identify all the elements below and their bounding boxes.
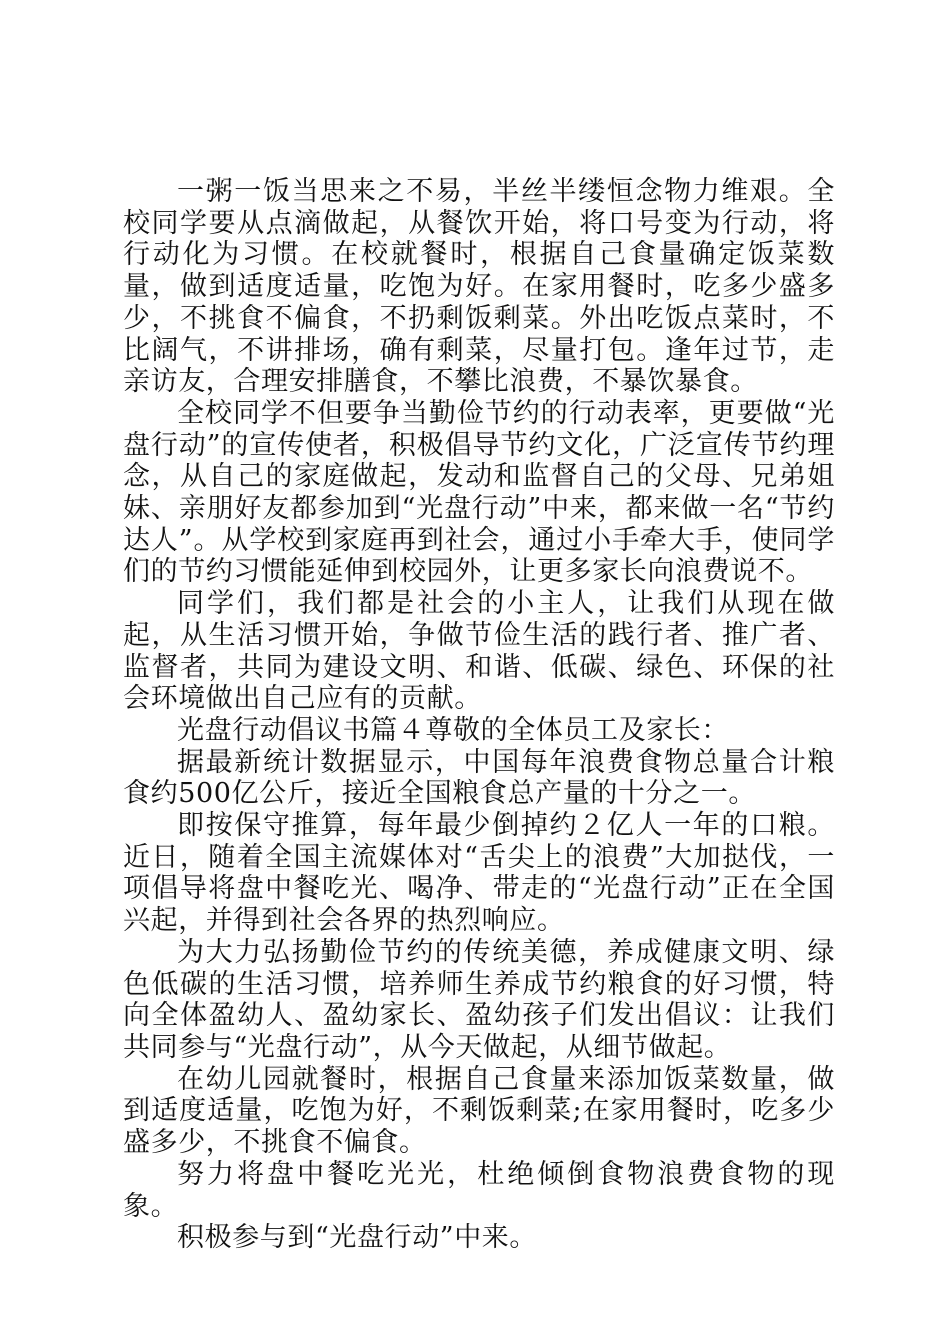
paragraph-6: 即按保守推算，每年最少倒掉约２亿人一年的口粮。近日，随着全国主流媒体对“舌尖上的浪费”大加挞伐，一项倡导将盘中餐吃光、喝净、带走的“光盘行动”正在全国兴起，并得到社会各界的热烈响应。 [123, 810, 835, 937]
paragraph-1: 一粥一饭当思来之不易，半丝半缕恒念物力维艰。全校同学要从点滴做起，从餐饮开始，将口号变为行动，将行动化为习惯。在校就餐时，根据自己食量确定饭菜数量，做到适度适量，吃饱为好。在家用餐时，吃多少盛多少，不挑食不偏食，不扔剩饭剩菜。外出吃饭点菜时，不比阔气，不讲排场，确有剩菜，尽量打包。逢年过节，走亲访友，合理安排膳食，不攀比浪费，不暴饮暴食。 [123, 176, 835, 398]
section-heading: 光盘行动倡议书篇４尊敬的全体员工及家长： [177, 714, 729, 746]
paragraph-3: 同学们，我们都是社会的小主人，让我们从现在做起，从生活习惯开始，争做节俭生活的践行者、推广者、监督者，共同为建设文明、和谐、低碳、绿色、环保的社会环境做出自己应有的贡献。 [123, 588, 835, 715]
paragraph-7: 为大力弘扬勤俭节约的传统美德，养成健康文明、绿色低碳的生活习惯，培养师生养成节约粮食的好习惯，特向全体盈幼人、盈幼家长、盈幼孩子们发出倡议：让我们共同参与“光盘行动”，从今天做起，从细节做起。 [123, 936, 835, 1063]
paragraph-8: 在幼儿园就餐时，根据自己食量来添加饭菜数量，做到适度适量，吃饱为好，不剩饭剩菜;在家用餐时，吃多少盛多少，不挑食不偏食。 [123, 1063, 835, 1159]
document-body [123, 176, 835, 1254]
paragraph-9: 努力将盘中餐吃光光，杜绝倾倒食物浪费食物的现象。 [123, 1158, 835, 1222]
paragraph-5: 据最新统计数据显示，中国每年浪费食物总量合计粮食约500亿公斤，接近全国粮食总产量的十分之一。 [123, 746, 835, 810]
paragraph-2: 全校同学不但要争当勤俭节约的行动表率，更要做“光盘行动”的宣传使者，积极倡导节约文化，广泛宣传节约理念，从自己的家庭做起，发动和监督自己的父母、兄弟姐妹、亲朋好友都参加到“光盘行动”中来，都来做一名“节约达人”。从学校到家庭再到社会，通过小手牵大手，使同学们的节约习惯能延伸到校园外，让更多家长向浪费说不。 [123, 397, 835, 588]
paragraph-10: 积极参与到“光盘行动”中来。 [177, 1222, 538, 1254]
